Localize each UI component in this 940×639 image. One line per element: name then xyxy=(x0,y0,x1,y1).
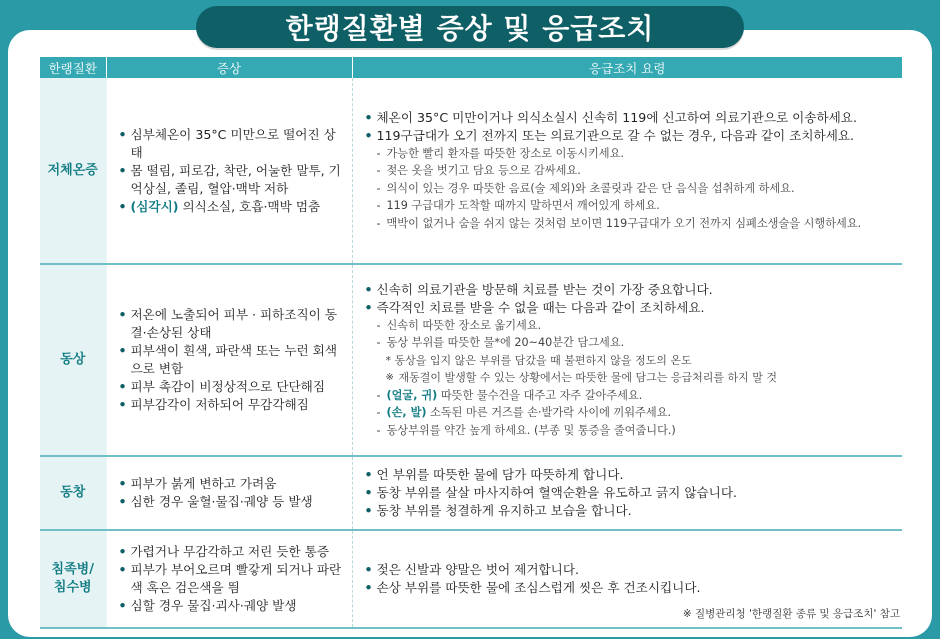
table-row xyxy=(40,456,902,530)
symptom-item: • (심각시) 의식소실, 호흡·맥박 멈춤 xyxy=(119,198,344,216)
care-item: - 젖은 옷을 벗기고 담요 등으로 감싸세요. xyxy=(365,162,897,180)
care-item: * 동상을 입지 않은 부위를 담갔을 때 불편하지 않을 정도의 온도 xyxy=(365,352,897,370)
symptom-item: • 피부감각이 저하되어 무감각해짐 xyxy=(119,396,344,414)
disease-name: 동상 xyxy=(40,264,106,456)
highlight-label: (심각시) xyxy=(130,198,179,214)
symptom-list xyxy=(119,306,344,414)
symptom-cell xyxy=(106,264,352,456)
symptom-list xyxy=(119,126,344,216)
symptom-item: • 피부색이 흰색, 파란색 또는 누런 회색으로 변함 xyxy=(119,342,344,378)
disease-name: 침족병/ 침수병 xyxy=(40,530,106,628)
care-item: - 의식이 있는 경우 따뜻한 음료(술 제외)와 초콜릿과 같은 단 음식을 섭취하게 하세요. xyxy=(365,180,897,198)
care-item: • 젖은 신발과 양말은 벗어 제거합니다. xyxy=(365,561,897,579)
care-item: - 동상부위를 약간 높게 하세요. (부종 및 통증을 줄여줍니다.) xyxy=(365,422,897,440)
care-item: • 신속히 의료기관을 방문해 치료를 받는 것이 가장 중요합니다. xyxy=(365,281,897,299)
symptom-cell xyxy=(106,530,352,628)
care-item: ※ 재동결이 발생할 수 있는 상황에서는 따뜻한 물에 담그는 응급처리를 하지 말 것 xyxy=(365,369,897,387)
header-disease: 한랭질환 xyxy=(40,57,106,78)
symptom-item: • 심할 경우 물집·괴사·궤양 발생 xyxy=(119,597,344,615)
care-list xyxy=(365,466,897,520)
symptom-list xyxy=(119,543,344,615)
cold-illness-table xyxy=(40,57,902,629)
symptom-item: • 심부체온이 35°C 미만으로 떨어진 상태 xyxy=(119,126,344,162)
highlight-label: (얼굴, 귀) xyxy=(386,388,438,402)
care-item: • 119구급대가 오기 전까지 또는 의료기관으로 갈 수 없는 경우, 다음과 같이 조치하세요. xyxy=(365,127,897,145)
care-item: - (손, 발) 소독된 마른 거즈를 손·발가락 사이에 끼워주세요. xyxy=(365,404,897,422)
symptom-item: • 저온에 노출되어 피부 · 피하조직이 동결·손상된 상태 xyxy=(119,306,344,342)
symptom-cell xyxy=(106,78,352,264)
care-cell xyxy=(352,78,902,264)
care-list xyxy=(365,281,897,440)
care-item: - 119 구급대가 도착할 때까지 말하면서 깨어있게 하세요. xyxy=(365,197,897,215)
symptom-item: • 몸 떨림, 피로감, 착란, 어눌한 말투, 기억상실, 졸림, 혈압·맥박 저하 xyxy=(119,162,344,198)
care-cell xyxy=(352,456,902,530)
highlight-label: (손, 발) xyxy=(386,406,427,420)
symptom-item: • 피부가 붉게 변하고 가려움 xyxy=(119,475,344,493)
page-title: 한랭질환별 증상 및 응급조치 xyxy=(196,6,744,48)
care-list xyxy=(365,109,897,233)
symptom-list xyxy=(119,475,344,511)
care-item: - 가능한 빨리 환자를 따뜻한 장소로 이동시키세요. xyxy=(365,145,897,163)
care-item: • 동창 부위를 살살 마사지하여 혈액순환을 유도하고 긁지 않습니다. xyxy=(365,484,897,502)
symptom-item: • 피부가 부어오르며 빨갛게 되거나 파란색 혹은 검은색을 띔 xyxy=(119,561,344,597)
care-item: • 손상 부위를 따뜻한 물에 조심스럽게 씻은 후 건조시킵니다. xyxy=(365,579,897,597)
table-row xyxy=(40,78,902,264)
disease-name: 동창 xyxy=(40,456,106,530)
header-care: 응급조치 요령 xyxy=(352,57,902,78)
care-cell xyxy=(352,264,902,456)
care-item: • 동창 부위를 청결하게 유지하고 보습을 합니다. xyxy=(365,502,897,520)
care-item: • 언 부위를 따뜻한 물에 담가 따뜻하게 합니다. xyxy=(365,466,897,484)
symptom-item: • 가렵거나 무감각하고 저린 듯한 통증 xyxy=(119,543,344,561)
disease-name: 저체온증 xyxy=(40,78,106,264)
care-item: • 즉각적인 치료를 받을 수 없을 때는 다음과 같이 조치하세요. xyxy=(365,299,897,317)
symptom-item: • 심한 경우 울혈·물집·궤양 등 발생 xyxy=(119,493,344,511)
care-item: - 동상 부위를 따뜻한 물*에 20~40분간 담그세요. xyxy=(365,334,897,352)
care-item: - (얼굴, 귀) 따뜻한 물수건을 대주고 자주 갈아주세요. xyxy=(365,387,897,405)
source-note: ※ 질병관리청 '한랭질환 종류 및 응급조치' 참고 xyxy=(682,608,900,620)
care-list xyxy=(365,561,897,597)
care-item: - 신속히 따뜻한 장소로 옮기세요. xyxy=(365,317,897,335)
care-item: • 체온이 35°C 미만이거나 의식소실시 신속히 119에 신고하여 의료기관으로 이송하세요. xyxy=(365,109,897,127)
symptom-cell xyxy=(106,456,352,530)
header-symptom: 증상 xyxy=(106,57,352,78)
table-row xyxy=(40,264,902,456)
symptom-item: • 피부 촉감이 비정상적으로 단단해짐 xyxy=(119,378,344,396)
care-item: - 맥박이 없거나 숨을 쉬지 않는 것처럼 보이면 119구급대가 오기 전까지 심폐소생술을 시행하세요. xyxy=(365,215,897,233)
